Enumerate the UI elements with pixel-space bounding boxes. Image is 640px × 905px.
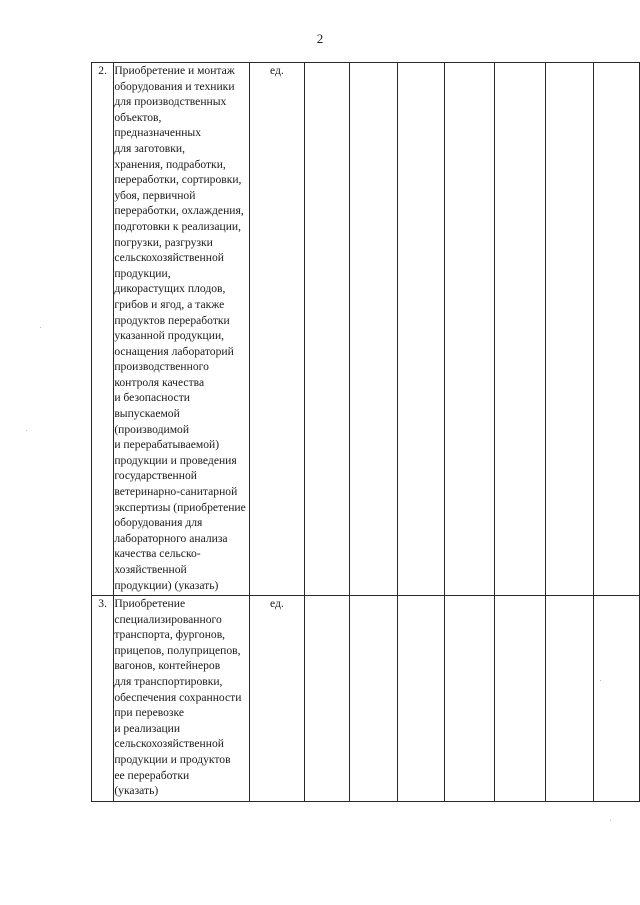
empty-cell xyxy=(594,63,640,596)
empty-cell xyxy=(350,63,397,596)
scan-speck xyxy=(40,327,41,328)
empty-cell xyxy=(397,63,444,596)
scan-speck xyxy=(600,680,601,681)
row-unit: ед. xyxy=(249,596,304,802)
empty-cell xyxy=(304,63,350,596)
empty-cell xyxy=(304,596,350,802)
page-number: 2 xyxy=(316,31,324,46)
empty-cell xyxy=(545,63,593,596)
empty-cell xyxy=(350,596,397,802)
empty-cell xyxy=(494,63,545,596)
empty-cell xyxy=(445,63,494,596)
scan-speck xyxy=(610,820,611,821)
data-table xyxy=(91,62,640,802)
empty-cell xyxy=(494,596,545,802)
table-row xyxy=(92,596,640,802)
scan-speck xyxy=(26,430,27,431)
table-row xyxy=(92,63,640,596)
row-number: 3. xyxy=(92,596,114,802)
row-unit: ед. xyxy=(249,63,304,596)
empty-cell xyxy=(397,596,444,802)
row-number: 2. xyxy=(92,63,114,596)
empty-cell xyxy=(445,596,494,802)
row-description: Приобретение и монтаж оборудования и техники для производственных объектов, предназначенных для заготовки, хранения, подработки, переработки, сортировки, убоя, первичной переработки, охлаждения, подготовки к реализации, погрузки, разгрузки сельскохозяйственной продукции, дикорастущих плодов, грибов и ягод, а также продуктов переработки указанной продукции, оснащения лабораторий производственного контроля качества и безопасности выпускаемой (производимой и перерабатываемой) продукции и проведения государственной ветеринарно-санитарной экспертизы (приобретение оборудования для лабораторного анализа качества сельско- хозяйственной продукции) (указать) xyxy=(114,63,250,596)
empty-cell xyxy=(545,596,593,802)
empty-cell xyxy=(594,596,640,802)
row-description: Приобретение специализированного транспорта, фургонов, прицепов, полуприцепов, вагонов, контейнеров для транспортировки, обеспечения сохранности при перевозке и реализации сельскохозяйственной продукции и продуктов ее переработки (указать) xyxy=(114,596,250,802)
